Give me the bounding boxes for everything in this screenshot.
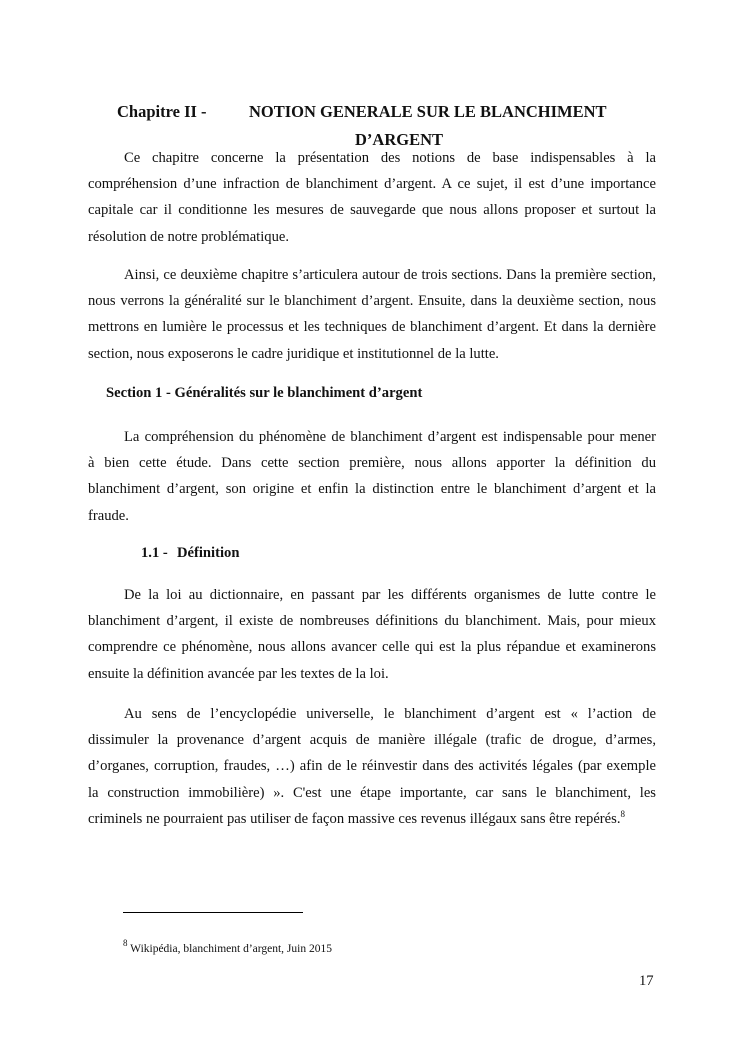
chapter-title-line2: D’ARGENT bbox=[355, 130, 444, 149]
text-line-content: De la loi au dictionnaire, en passant par les différents organismes de lutte contre le bbox=[124, 587, 656, 603]
text-line-content: Ainsi, ce deuxième chapitre s’articulera autour de trois sections. Dans la première section, bbox=[124, 267, 656, 283]
text-line-content: Ce chapitre concerne la présentation des notions de base indispensables à la bbox=[124, 150, 656, 166]
text-line bbox=[88, 701, 656, 727]
text-line-content: blanchiment d’argent, il existe de nombreuses définitions du blanchiment. Mais, pour mieux bbox=[88, 613, 656, 630]
text-line bbox=[88, 634, 656, 660]
text-line-content: à bien cette étude. Dans cette section première, nous allons apporter la définition du bbox=[88, 455, 656, 472]
subsection-title: Définition bbox=[177, 545, 240, 561]
footnote-separator bbox=[123, 912, 303, 913]
text-line-content: d’organes, corruption, fraudes, …) afin de le réinvestir dans des activités légales (par exemple bbox=[88, 758, 656, 775]
page-number: 17 bbox=[639, 973, 654, 989]
text-line-content: mettrons en lumière le processus et les techniques de blanchiment d’argent. Et dans la dernière bbox=[88, 319, 656, 336]
footnote-reference[interactable]: 8 bbox=[620, 808, 625, 819]
text-line-content: criminels ne pourraient pas utiliser de façon massive ces revenus illégaux sans être repérés. bbox=[88, 810, 621, 827]
subsection-number: 1.1 - bbox=[141, 545, 168, 561]
text-line bbox=[88, 314, 656, 340]
text-line-content: résolution de notre problématique. bbox=[88, 228, 290, 245]
text-line bbox=[88, 806, 656, 832]
footnote-number: 8 bbox=[123, 938, 128, 948]
text-line bbox=[88, 424, 656, 450]
chapter-title-line1: NOTION GENERALE SUR LE BLANCHIMENT bbox=[249, 102, 607, 121]
text-line bbox=[88, 582, 656, 608]
paragraph-definition bbox=[88, 582, 656, 687]
paragraph-outline bbox=[88, 262, 656, 367]
text-line bbox=[88, 503, 656, 529]
paragraph-encyclopedia bbox=[88, 701, 656, 832]
text-line-content: dissimuler la provenance d’argent acquis de manière illégale (trafic de drogue, d’armes, bbox=[88, 732, 656, 749]
text-line bbox=[88, 608, 656, 634]
text-line-content: Au sens de l’encyclopédie universelle, le blanchiment d’argent est « l’action de bbox=[124, 706, 656, 722]
text-line-content: ensuite la définition avancée par les textes de la loi. bbox=[88, 665, 389, 682]
text-line bbox=[88, 753, 656, 779]
text-line-content: nous verrons la généralité sur le blanchiment d’argent. Ensuite, dans la deuxième section, nous bbox=[88, 293, 656, 310]
text-line bbox=[88, 145, 656, 171]
footnote-text: Wikipédia, blanchiment d’argent, Juin 2015 bbox=[130, 943, 332, 955]
text-line-content: blanchiment d’argent, son origine et enfin la distinction entre le blanchiment d’argent et la bbox=[88, 481, 656, 498]
text-line bbox=[88, 727, 656, 753]
text-line-content: comprendre ce phénomène, nous allons avancer celle qui est la plus répandue et examinerons bbox=[88, 639, 656, 656]
footnote bbox=[123, 938, 332, 955]
paragraph-section-intro bbox=[88, 424, 656, 529]
text-line bbox=[88, 197, 656, 223]
chapter-label: Chapitre II - bbox=[117, 102, 207, 121]
text-line-content: section, nous exposerons le cadre juridique et institutionnel de la lutte. bbox=[88, 345, 499, 362]
text-line-content: fraude. bbox=[88, 507, 129, 524]
paragraph-intro bbox=[88, 145, 656, 250]
text-line bbox=[88, 288, 656, 314]
text-line bbox=[88, 450, 656, 476]
text-line-content: La compréhension du phénomène de blanchiment d’argent est indispensable pour mener bbox=[124, 429, 656, 445]
text-line bbox=[88, 661, 656, 687]
text-line bbox=[88, 341, 656, 367]
text-line-content: compréhension d’une infraction de blanchiment d’argent. A ce sujet, il est d’une importance bbox=[88, 176, 656, 193]
text-line-content: la construction immobilière) ». C'est une étape importante, car sans le blanchiment, les bbox=[88, 784, 656, 801]
text-line bbox=[88, 780, 656, 806]
section-heading: Section 1 - Généralités sur le blanchiment d’argent bbox=[106, 385, 423, 401]
text-line bbox=[88, 476, 656, 502]
text-line bbox=[88, 262, 656, 288]
text-line bbox=[88, 171, 656, 197]
text-line bbox=[88, 224, 656, 250]
text-line-content: capitale car il conditionne les mesures de sauvegarde que nous allons proposer et surtout la bbox=[88, 202, 656, 219]
